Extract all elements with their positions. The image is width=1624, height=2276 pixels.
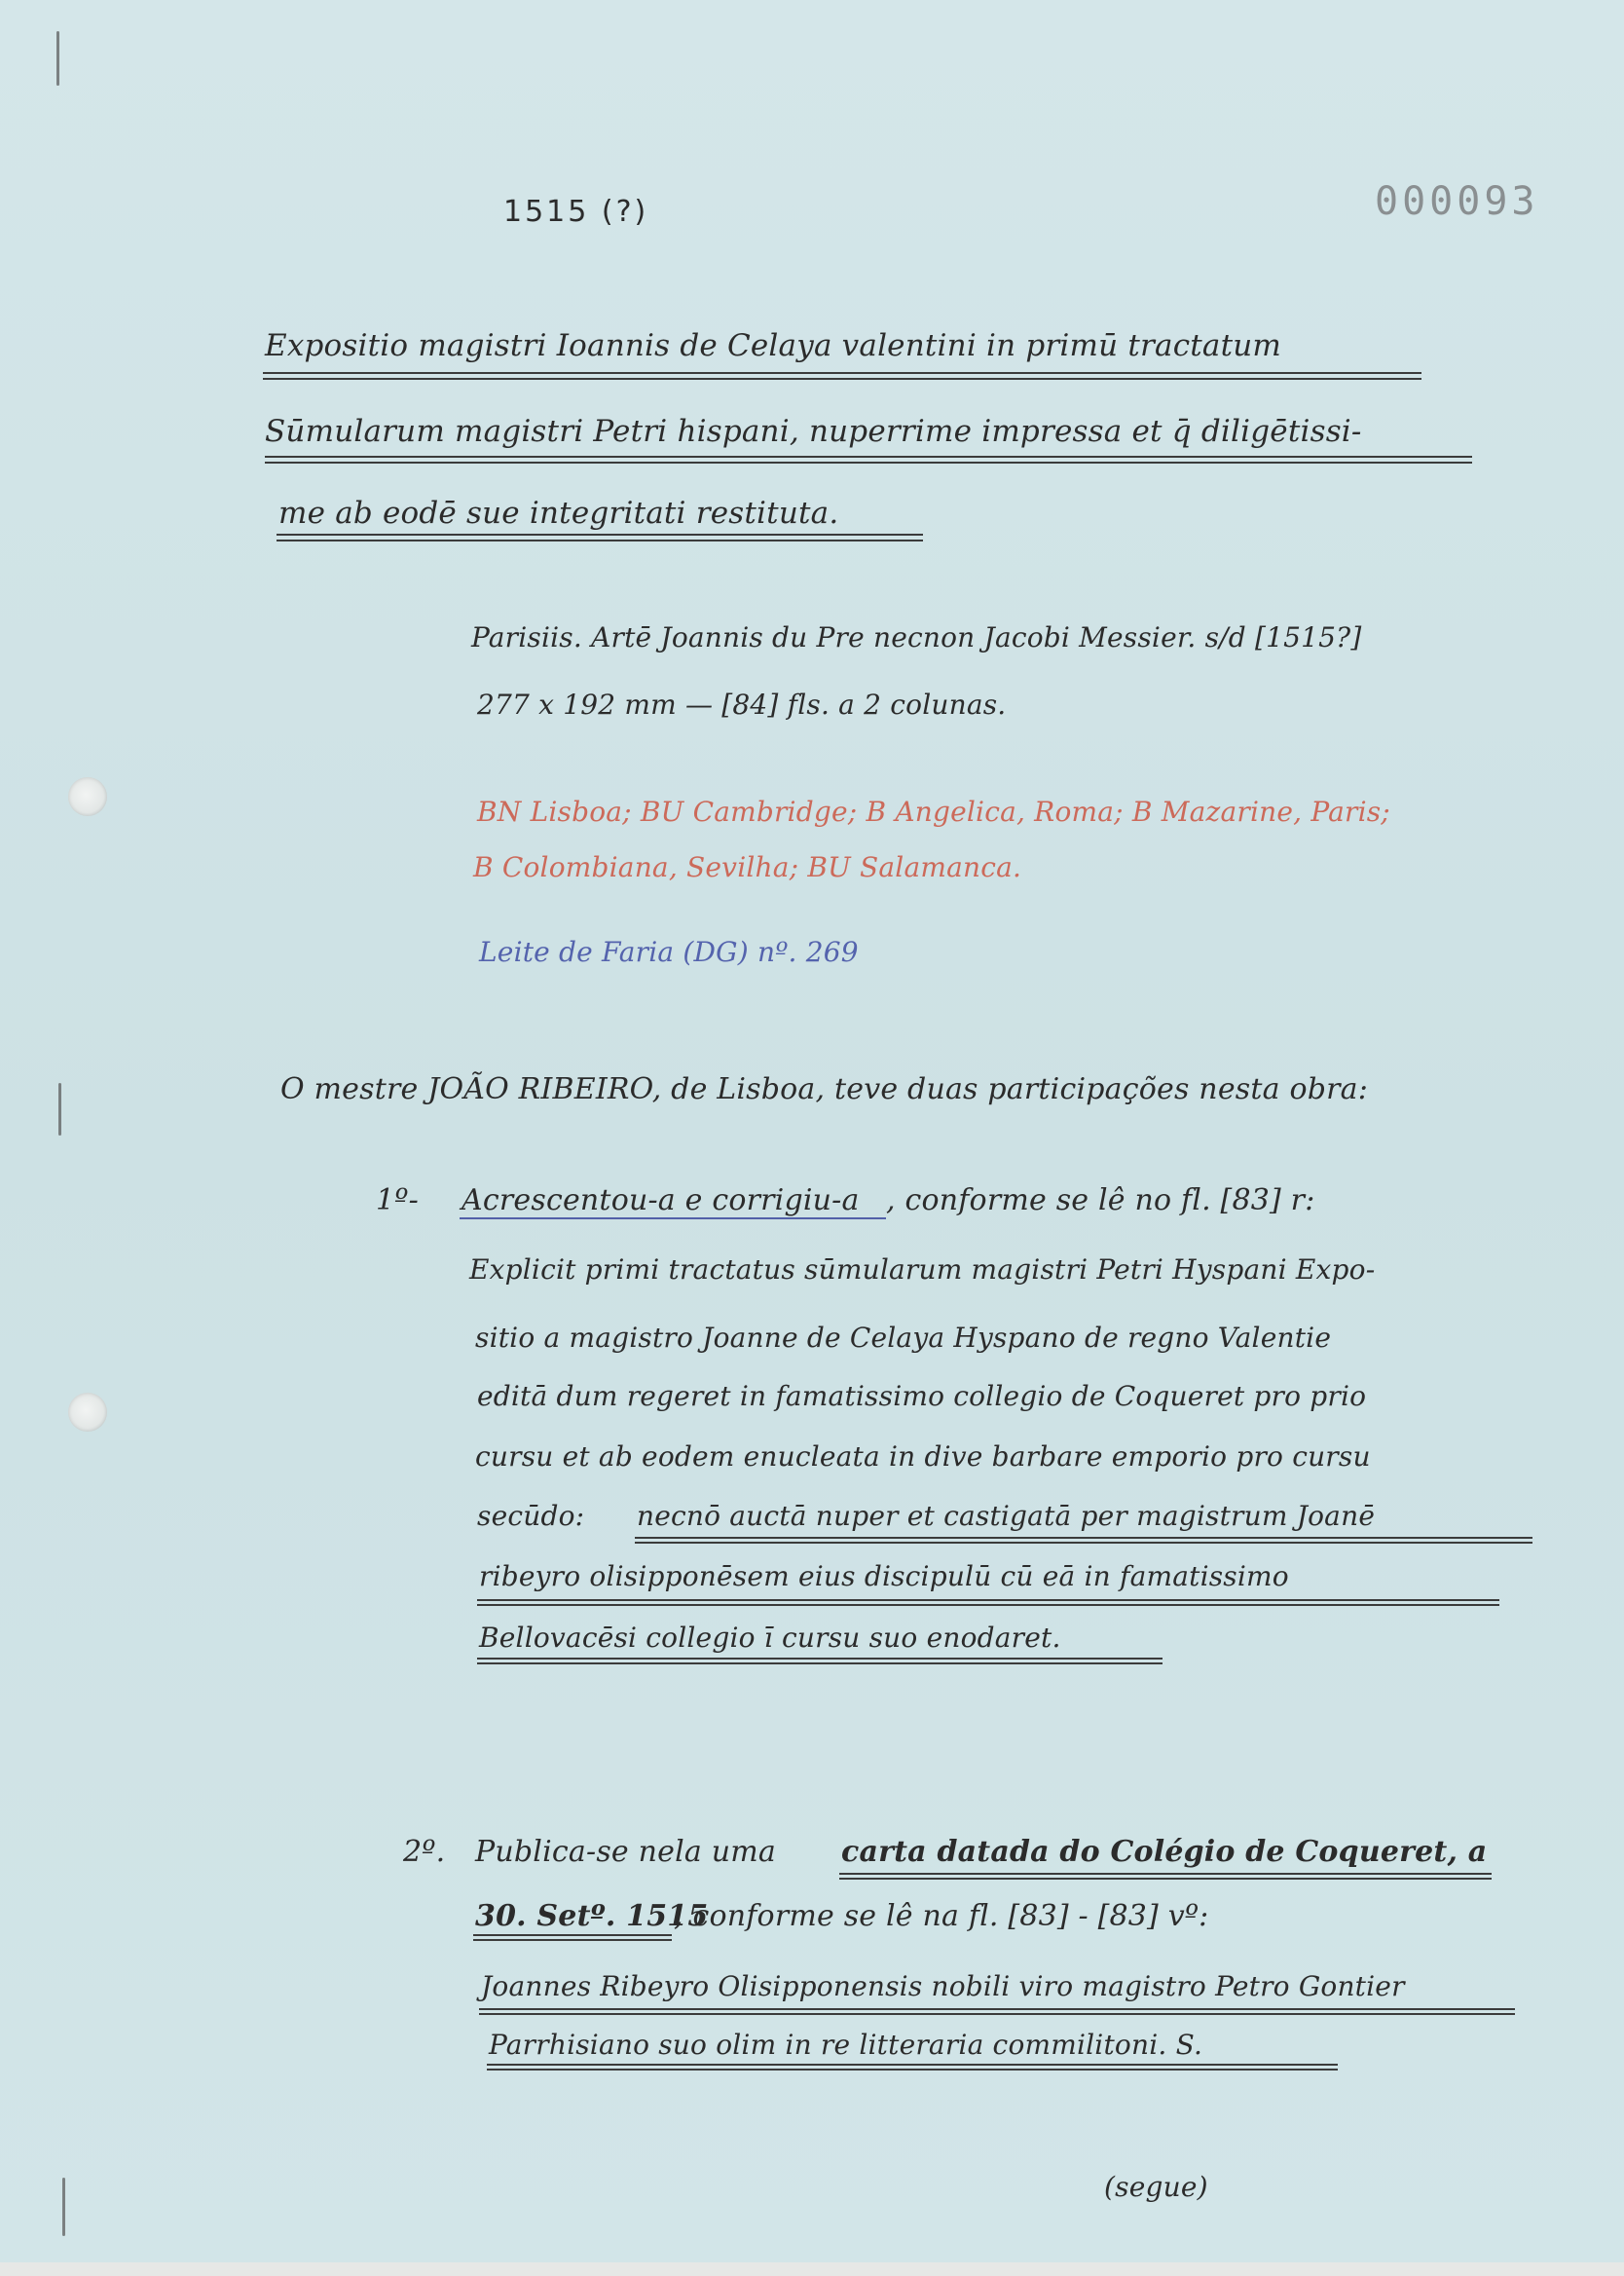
point-2-quote-underline-2b bbox=[487, 2069, 1338, 2071]
point-1-quote-line-2: sitio a magistro Joanne de Celaya Hyspano de regno Valentie bbox=[475, 1322, 1332, 1354]
point-1-underline-6b bbox=[477, 1604, 1499, 1606]
point-1-quote-line-4: cursu et ab eodem enucleata in dive barbare emporio pro cursu bbox=[475, 1440, 1371, 1473]
point-1-number: 1º- bbox=[376, 1183, 419, 1217]
bibliographic-reference: Leite de Faria (DG) nº. 269 bbox=[479, 936, 859, 968]
continuation-note: (segue) bbox=[1104, 2171, 1208, 2203]
title-underline-2a bbox=[265, 456, 1472, 458]
title-underline-3b bbox=[277, 540, 923, 541]
point-1-lead-rest: , conforme se lê no fl. [83] r: bbox=[886, 1183, 1315, 1217]
point-2-underline-2b bbox=[473, 1939, 672, 1941]
point-1-quote-line-3: editā dum regeret in famatissimo collegio de Coqueret pro prio bbox=[477, 1380, 1367, 1412]
point-1-quote-line-1: Explicit primi tractatus sūmularum magistri Petri Hyspani Expo- bbox=[469, 1253, 1376, 1286]
point-1-underline-7a bbox=[477, 1658, 1163, 1660]
point-2-number: 2º. bbox=[403, 1835, 446, 1869]
point-2-quote-underline-1a bbox=[479, 2008, 1515, 2010]
point-2-line-1-plain: Publica-se nela uma bbox=[475, 1835, 776, 1869]
intro-statement: O mestre JOÃO RIBEIRO, de Lisboa, teve duas participações nesta obra: bbox=[280, 1072, 1369, 1106]
edge-mark-top bbox=[56, 31, 59, 86]
point-2-line-2-underlined: 30. Setº. 1515 bbox=[475, 1899, 709, 1933]
point-1-quote-line-6: ribeyro olisipponēsem eius discipulū cū eā in famatissimo bbox=[479, 1560, 1289, 1592]
point-2-underline-1a bbox=[839, 1873, 1492, 1875]
imprint-line-1: Parisiis. Artē Joannis du Pre necnon Jacobi Messier. s/d [1515?] bbox=[471, 621, 1362, 653]
punch-hole-bottom bbox=[68, 1393, 107, 1432]
point-2-line-2-rest: , conforme se lê na fl. [83] - [83] vº: bbox=[674, 1899, 1209, 1933]
point-2-underline-1b bbox=[839, 1878, 1492, 1880]
point-1-underline-5a bbox=[635, 1537, 1532, 1539]
point-1-lead-underline bbox=[460, 1217, 886, 1219]
point-2-quote-line-2: Parrhisiano suo olim in re litteraria commilitoni. S. bbox=[489, 2029, 1203, 2061]
point-2-quote-underline-1b bbox=[479, 2013, 1515, 2015]
point-2-line-1-underlined: carta datada do Colégio de Coqueret, a bbox=[841, 1835, 1488, 1869]
page-bottom-edge bbox=[0, 2262, 1624, 2276]
point-2-underline-2a bbox=[473, 1934, 672, 1936]
punch-hole-top bbox=[68, 777, 107, 816]
imprint-line-2: 277 x 192 mm — [84] fls. a 2 colunas. bbox=[477, 689, 1007, 721]
point-1-quote-line-5-plain: secūdo: bbox=[477, 1500, 585, 1532]
point-2-quote-underline-2a bbox=[487, 2064, 1338, 2066]
title-line-1: Expositio magistri Ioannis de Celaya valentini in primū tractatum bbox=[265, 328, 1282, 363]
point-1-underline-6a bbox=[477, 1599, 1499, 1601]
point-1-underline-7b bbox=[477, 1662, 1163, 1664]
edge-mark-bottom bbox=[62, 2178, 65, 2236]
point-1-quote-line-5-underlined: necnō auctā nuper et castigatā per magistrum Joanē bbox=[637, 1500, 1376, 1532]
libraries-line-1: BN Lisboa; BU Cambridge; B Angelica, Roma; B Mazarine, Paris; bbox=[477, 796, 1390, 828]
title-line-2: Sūmularum magistri Petri hispani, nuperrime impressa et q̄ diligētissi- bbox=[265, 414, 1362, 449]
title-underline-1a bbox=[263, 372, 1421, 374]
title-underline-1b bbox=[263, 378, 1421, 380]
edge-mark-middle bbox=[58, 1083, 61, 1136]
point-1-quote-line-7: Bellovacēsi collegio ī cursu suo enodaret. bbox=[479, 1622, 1061, 1654]
title-underline-3a bbox=[277, 534, 923, 536]
point-1-underline-5b bbox=[635, 1542, 1532, 1544]
date-heading: 1515 (?) bbox=[503, 195, 649, 229]
title-underline-2b bbox=[265, 462, 1472, 464]
point-2-quote-line-1: Joannes Ribeyro Olisipponensis nobili viro magistro Petro Gontier bbox=[481, 1970, 1405, 2002]
title-line-3: me ab eodē sue integritati restituta. bbox=[278, 496, 839, 531]
libraries-line-2: B Colombiana, Sevilha; BU Salamanca. bbox=[473, 851, 1022, 883]
point-1-lead-underlined: Acrescentou-a e corrigiu-a bbox=[461, 1183, 860, 1217]
archive-stamp-number: 000093 bbox=[1375, 179, 1539, 224]
